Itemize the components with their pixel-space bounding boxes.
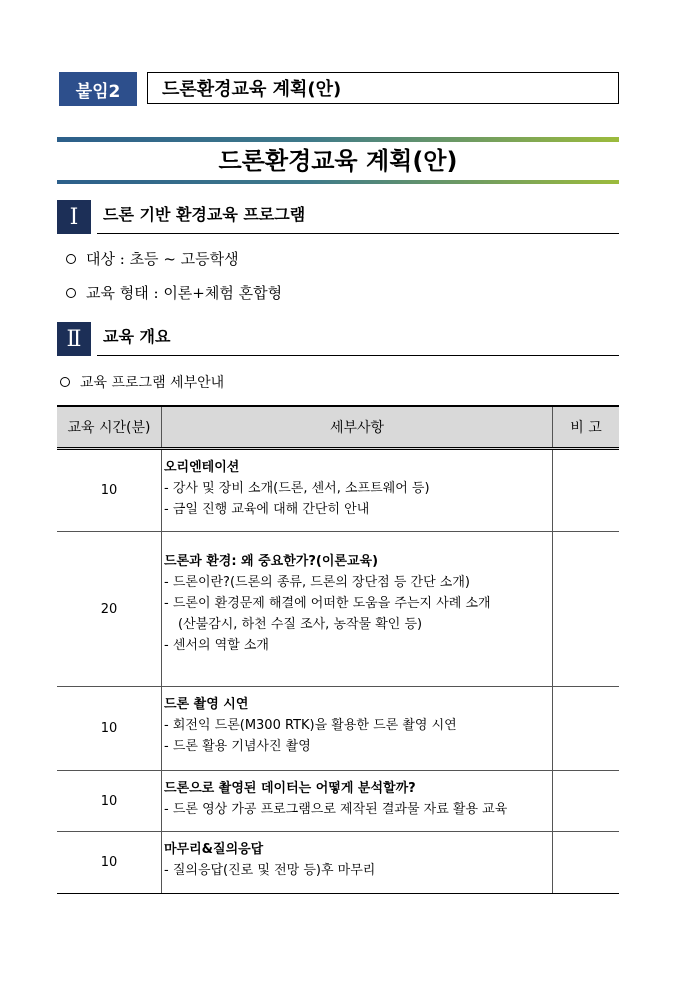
title-band-bottom: [57, 180, 619, 184]
row-title: 오리엔테이션: [164, 460, 240, 475]
header-note: 비 고: [553, 406, 620, 449]
row-note: [553, 832, 620, 894]
row-item: - 드론이란?(드론의 종류, 드론의 장단점 등 간단 소개): [164, 575, 470, 590]
title-band-top: [57, 137, 619, 142]
row-item: - 질의응답(진로 및 전망 등)후 마무리: [164, 863, 376, 878]
table-header-row: [57, 406, 619, 449]
row-detail: [162, 687, 553, 771]
row-item: - 센서의 역할 소개: [164, 638, 269, 653]
row-detail: [162, 449, 553, 532]
section-1-number: Ⅰ: [57, 200, 91, 234]
row-detail: [162, 532, 553, 687]
row-item: - 금일 진행 교육에 대해 간단히 안내: [164, 502, 370, 517]
table-row: [57, 449, 619, 532]
section-2-label: 교육 개요: [103, 327, 171, 346]
bullet-program: [60, 372, 224, 392]
circle-bullet-icon: [66, 288, 76, 298]
row-item: - 드론 활용 기념사진 촬영: [164, 739, 311, 754]
row-item: - 회전익 드론(M300 RTK)을 활용한 드론 촬영 시연: [164, 718, 457, 733]
row-note: [553, 771, 620, 832]
row-item: - 강사 및 장비 소개(드론, 센서, 소프트웨어 등): [164, 481, 430, 496]
attachment-title: 드론환경교육 계획(안): [147, 72, 619, 104]
bullet-program-text: 교육 프로그램 세부안내: [80, 375, 225, 391]
program-table: [57, 405, 619, 894]
row-note: [553, 687, 620, 771]
section-2-heading: [57, 322, 619, 356]
row-title: 드론으로 촬영된 데이터는 어떻게 분석할까?: [164, 781, 416, 796]
table-row: [57, 832, 619, 894]
row-time: 10: [57, 832, 162, 894]
row-time: 10: [57, 687, 162, 771]
bullet-target-text: 대상 : 초등 ~ 고등학생: [86, 250, 239, 268]
row-detail: [162, 832, 553, 894]
table-row: [57, 532, 619, 687]
row-time: 20: [57, 532, 162, 687]
bullet-target: [66, 248, 239, 269]
section-2-number: Ⅱ: [57, 322, 91, 356]
circle-bullet-icon: [66, 254, 76, 264]
table-row: [57, 687, 619, 771]
bullet-format: [66, 282, 282, 303]
page-title: 드론환경교육 계획(안): [218, 147, 458, 175]
row-note: [553, 449, 620, 532]
row-detail: [162, 771, 553, 832]
attachment-badge: 붙임2: [59, 72, 137, 106]
row-title: 드론과 환경: 왜 중요한가?(이론교육): [164, 554, 379, 569]
section-1-label: 드론 기반 환경교육 프로그램: [103, 205, 306, 224]
table-row: [57, 771, 619, 832]
row-time: 10: [57, 771, 162, 832]
row-note: [553, 532, 620, 687]
section-1-heading: [57, 200, 619, 234]
row-title: 드론 촬영 시연: [164, 697, 249, 712]
circle-bullet-icon: [60, 377, 70, 387]
row-item: (산불감시, 하천 수질 조사, 농작물 확인 등): [178, 617, 423, 632]
section-2-underline: [97, 355, 619, 356]
row-item: - 드론 영상 가공 프로그램으로 제작된 결과물 자료 활용 교육: [164, 802, 508, 817]
row-time: 10: [57, 449, 162, 532]
row-title: 마무리&질의응답: [164, 842, 264, 857]
section-1-underline: [97, 233, 619, 234]
row-item: - 드론이 환경문제 해결에 어떠한 도움을 주는지 사례 소개: [164, 596, 491, 611]
header-detail: 세부사항: [162, 406, 553, 449]
header-time: 교육 시간(분): [57, 406, 162, 449]
bullet-format-text: 교육 형태 : 이론+체험 혼합형: [86, 284, 283, 302]
